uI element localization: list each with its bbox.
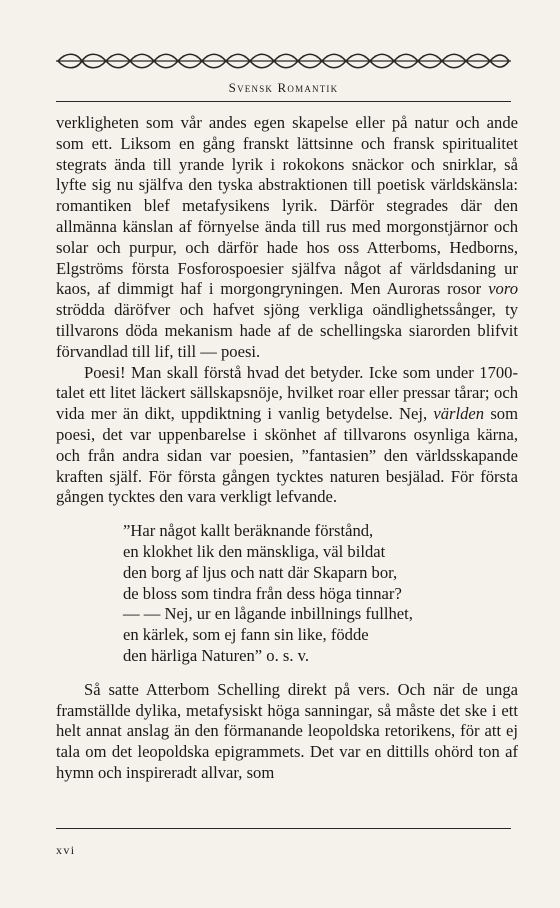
paragraph-3: Så satte Atterbom Schelling direkt på vers. Och när de unga framställde dylika, metafysiskt höga sanningar, så måste det ske i ett helt annat anslag än den förmanande leopoldska retorikens, för att ej tala om det leopoldska epigrammets. Det var en dittills ohörd ton af hymn och inspireradt allvar, som <box>56 679 518 782</box>
page-number: xvi <box>56 843 76 857</box>
running-head: Svensk Romantik <box>228 80 339 95</box>
page-body <box>56 113 518 784</box>
poem-line: en klokhet lik den mänskliga, väl bildat <box>123 541 386 561</box>
poem-quotation <box>123 521 518 667</box>
header-rule <box>56 101 511 102</box>
paragraph-1-emphasis: voro <box>488 279 518 299</box>
paragraph-2 <box>56 363 518 509</box>
poem-line: en kärlek, som ej fann sin like, födde <box>123 625 369 645</box>
header-ornament <box>56 50 511 72</box>
paragraph-1-text-a: verkligheten som vår andes egen skapelse eller på natur och ande som ett. Liksom en gång franskt lättsinne och fransk spiritualitet stegrats ända till yrande lyrik i rokokons snäckor och snirklar, så lyfte sig nu själfva den tyska abstraktionen till poetisk världskänsla: romantiken blef metafysikens lyrik. Därför stegrades där den allmänna känslan af förnyelse ända till rus med morgonstjärnor och solar och purpur, och därför hade hos oss Atterboms, Hedborns, Elgströms första Fosforospoesier själfva något af världsdaning ur kaos, af dimmigt haf i morgongryningen. Men Auroras rosor <box>56 113 518 299</box>
footer-rule <box>56 828 511 829</box>
paragraph-2-text-b: som poesi, det var uppenbarelse i skönhet af tillvarons osynliga kärna, och från andra sidan var poesien, ”fantasien” den världsskapande kraften själf. För första gången tycktes naturen besjälad. För första gången tycktes den vara verkligt lefvande. <box>56 404 518 507</box>
paragraph-2-emphasis: världen <box>433 404 485 424</box>
paragraph-1-text-b: strödda däröfver och hafvet sjöng verkliga oändlighetssånger, ty tillvarons döda mekanism hade af de schellingska siarorden blifvit förvandlad till lif, till — poesi. <box>56 300 518 361</box>
paragraph-1 <box>56 113 518 363</box>
paragraph-2-text-a: Poesi! Man skall förstå hvad det betyder. Icke som under 1700-talet ett litet läckert sällskapsnöje, hvilket roar eller pressar tårar; och vida mer än dikt, uppdiktning i vanlig betydelse. Nej, <box>56 362 518 424</box>
poem-line: de bloss som tindra från dess höga tinnar? <box>123 583 402 603</box>
poem-line: den borg af ljus och natt där Skaparn bor, <box>123 562 398 582</box>
poem-line: — — Nej, ur en lågande inbillnings fullhet, <box>123 604 413 624</box>
poem-line: ”Har något kallt beräknande förstånd, <box>123 521 374 541</box>
poem-line: den härliga Naturen” o. s. v. <box>123 645 309 665</box>
